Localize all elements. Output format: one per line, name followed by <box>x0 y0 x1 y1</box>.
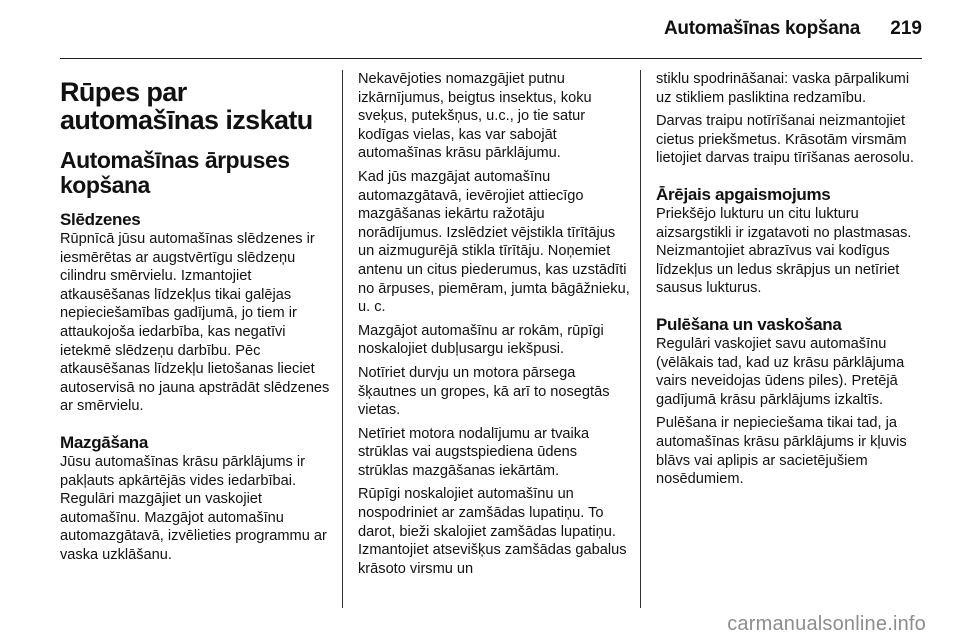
page-number: 219 <box>890 18 922 39</box>
paragraph: Darvas traipu notīrīšanai neizmantojiet cietus priekšmetus. Krāsotām virsmām lietojiet darvas traipu tīrīšanas aerosolu. <box>656 113 914 167</box>
washing-heading: Mazgāšana <box>60 432 149 452</box>
paragraph: Nekavējoties nomazgājiet putnu izkārnījumus, beigtus insektus, koku sveķus, putekšņus, u.c., jo tie satur kodīgas vielas, kas var sabojāt automašīnas krāsu pārklājumu. <box>358 71 592 162</box>
column-3 <box>656 70 928 494</box>
paragraph: Netīriet motora nodalījumu ar tvaika strūklas vai augstspiediena ūdens strūklas mazgāšanas iekārtām. <box>358 425 590 479</box>
column-divider-1 <box>342 70 343 608</box>
polishing-paragraph: Regulāri vaskojiet savu automašīnu (vēlākais tad, kad uz krāsu pārklājuma vairs neveidojas ūdens piles). Pretējā gadījumā krāsu pārklājums izkaltīs. <box>656 335 905 408</box>
section-heading: Automašīnas ārpuses kopšana <box>60 147 290 198</box>
polishing-heading: Pulēšana un vaskošana <box>656 314 842 334</box>
watermark: carmanualsonline.info <box>727 613 926 635</box>
page-header <box>0 0 960 56</box>
exterior-lights-heading: Ārējais apgaismojums <box>656 184 831 204</box>
paragraph: stiklu spodrināšanai: vaska pārpalikumi uz stikliem pasliktina redzamību. <box>656 71 910 106</box>
washing-paragraph: Jūsu automašīnas krāsu pārklājums ir pakļauts apkārtējās vides iedarbībai. Regulāri mazgājiet un vaskojiet automašīnu. Mazgājot automašīnu automazgātavā, izvēlieties programmu ar vaska uzklāšanu. <box>60 453 327 563</box>
chapter-heading: Rūpes par automašīnas izskatu <box>60 77 313 135</box>
paragraph: Notīriet durvju un motora pārsega šķautnes un gropes, kā arī to nosegtās vietas. <box>358 364 610 419</box>
locks-heading: Slēdzenes <box>60 210 141 229</box>
paragraph: Kad jūs mazgājat automašīnu automazgātavā, ievērojiet attiecīgo mazgāšanas iekārtu ražotāju norādījumus. Izslēdziet vējstikla tīrītājus un aizmugurējā stikla tīrītāju. Noņemiet antenu un citus piederumus, kas uzstādīti no ārpuses, piemēram, jumta bāgāžnieku, u. c. <box>358 168 630 316</box>
header-divider <box>60 58 922 59</box>
running-section-title: Automašīnas kopšana <box>664 18 860 39</box>
column-1 <box>60 70 332 570</box>
paragraph: Mazgājot automašīnu ar rokām, rūpīgi noskalojiet dubļusargu iekšpusi. <box>358 322 604 358</box>
locks-paragraph: Rūpnīcā jūsu automašīnas slēdzenes ir iesmērētas ar augstvērtīgu slēdzeņu cilindru smērvielu. Izmantojiet atkausēšanas līdzekļus tikai galējas nepieciešamības gadījumā, jo tiem ir attaukojoša iedarbība, kas negatīvi ietekmē slēdzeņu darbību. Pēc atkausēšanas līdzekļu lietošanas lieciet autoservisā no jauna apstrādāt slēdzenes ar smērvielu. <box>60 231 330 415</box>
polishing-paragraph-2: Pulēšana ir nepieciešama tikai tad, ja automašīnas krāsu pārklājums ir kļuvis blāvs vai aplipis ar sacietējušiem nosēdumiem. <box>656 415 907 488</box>
exterior-lights-paragraph: Priekšējo lukturu un citu lukturu aizsargstikli ir izgatavoti no plastmasas. Neizmantojiet abrazīvus vai kodīgus līdzekļus un ledus skrāpjus un netīriet sausus lukturus. <box>656 205 912 297</box>
paragraph: Rūpīgi noskalojiet automašīnu un nospodriniet ar zamšādas lupatiņu. To darot, bieži skalojiet zamšādas lupatiņu. Izmantojiet atsevišķus zamšādas gabalus krāsoto virsmu un <box>358 486 627 577</box>
column-2 <box>358 70 630 583</box>
column-divider-2 <box>640 70 641 608</box>
